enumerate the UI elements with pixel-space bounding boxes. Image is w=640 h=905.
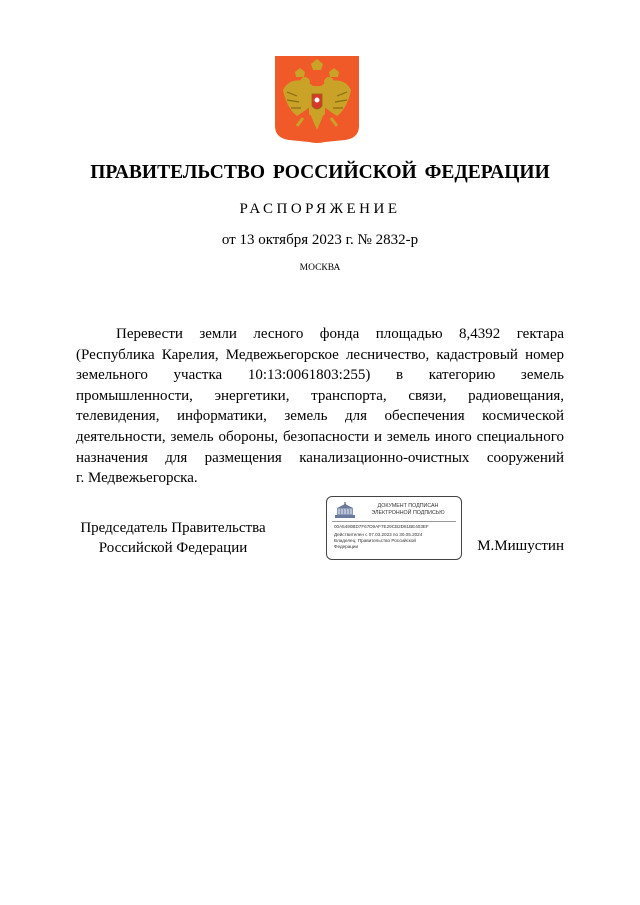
stamp-owner: Владелец: Правительство Российской	[334, 538, 416, 543]
order-text-line: назначения для размещения канализационно-очистных сооружений	[76, 449, 564, 466]
order-text	[76, 324, 564, 489]
order-text-line: г. Медвежьегорска.	[76, 470, 198, 487]
order-text-line: Перевести земли лесного фонда площадью 8,4392 гектара	[116, 326, 564, 342]
document-city: МОСКВА	[299, 263, 341, 273]
signer-position	[78, 518, 268, 558]
stamp-title-line: ЭЛЕКТРОННОЙ ПОДПИСЬЮ	[371, 510, 445, 516]
document-date-number: от 13 октября 2023 г. № 2832-р	[221, 232, 419, 248]
signer-position-line: Председатель Правительства	[80, 520, 266, 536]
state-emblem-icon	[275, 56, 359, 144]
order-text-line: (Республика Карелия, Медвежьегорское лесничество, кадастровый номер	[76, 346, 564, 363]
stamp-validity: Действителен с 07.03.2023 по 30.05.2024	[334, 532, 423, 537]
order-text-line: деятельности, земель обороны, безопасности и земель иного специального	[76, 428, 564, 445]
stamp-owner: Федерации	[334, 544, 359, 549]
electronic-signature-stamp	[326, 496, 462, 560]
order-text-line: земельного участка 10:13:0061803:255) в категорию земель	[76, 367, 564, 384]
stamp-title-line: ДОКУМЕНТ ПОДПИСАН	[377, 503, 439, 509]
order-text-line: телевидения, информатики, земель для обеспечения космической	[76, 408, 564, 425]
stamp-title	[359, 503, 457, 517]
stamp-certificate: 00A5490BD7F67D9AF7E29CB2D81BE403EF	[334, 524, 429, 529]
signer-name: М.Мишустин	[477, 538, 564, 554]
stamp-divider	[332, 521, 456, 522]
government-building-icon	[334, 502, 356, 520]
signer-position-line: Российской Федерации	[98, 540, 248, 556]
government-title: ПРАВИТЕЛЬСТВО РОССИЙСКОЙ ФЕДЕРАЦИИ	[90, 162, 550, 183]
document-type: РАСПОРЯЖЕНИЕ	[239, 201, 401, 217]
order-text-line: промышленности, энергетики, транспорта, связи, радиовещания,	[76, 387, 564, 404]
